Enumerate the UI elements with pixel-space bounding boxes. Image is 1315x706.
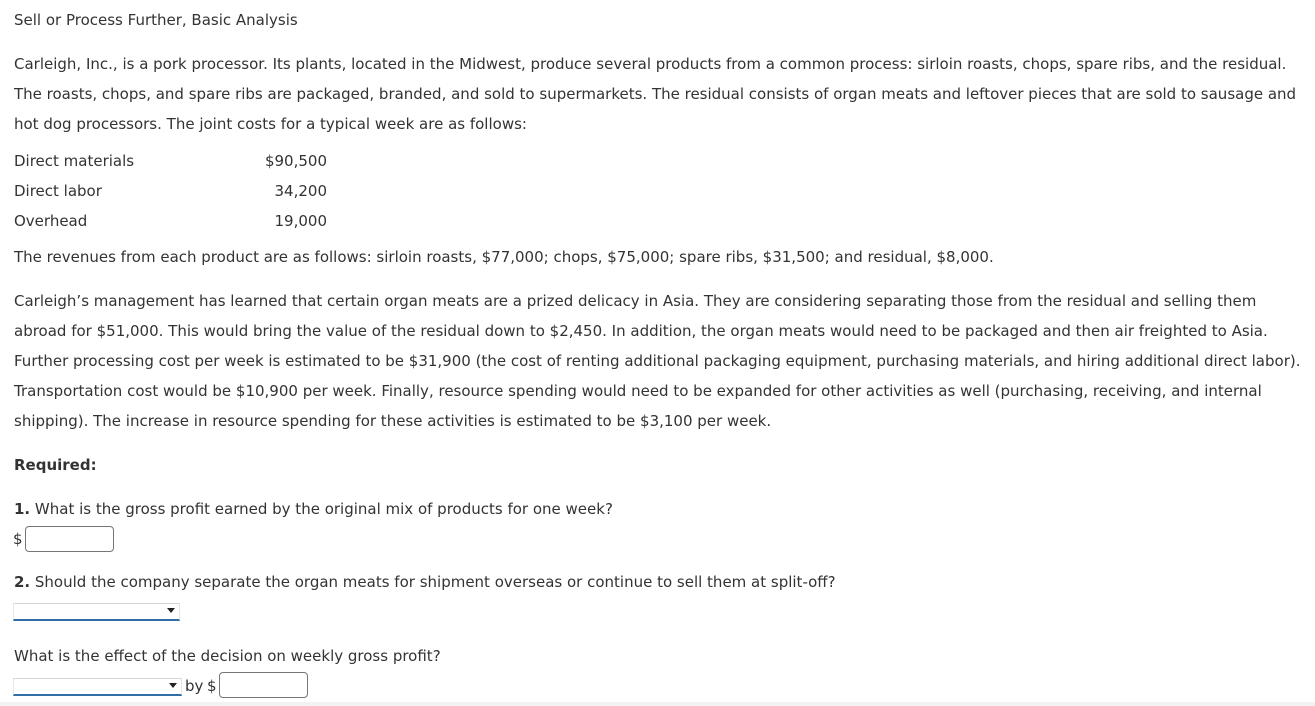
cost-value-overhead: 19,000 (274, 212, 327, 230)
page-bottom-divider (0, 702, 1315, 706)
q1-currency-symbol: $ (13, 530, 23, 548)
intro-line-2: The roasts, chops, and spare ribs are packaged, branded, and sold to supermarkets. The residual consists of organ meats and leftover pieces that are sold to sausage and (14, 85, 1297, 103)
cost-value-direct-materials: $90,500 (264, 152, 327, 170)
cost-label-direct-materials: Direct materials (14, 152, 135, 170)
asia-line-4: Transportation cost would be $10,900 per week. Finally, resource spending would need to be expanded for other activities as well (purchasing, receiving, and internal (14, 382, 1262, 400)
cost-label-overhead: Overhead (14, 212, 88, 230)
question-2-text: Should the company separate the organ meats for shipment overseas or continue to sell them at split-off? (30, 573, 836, 591)
intro-line-3: hot dog processors. The joint costs for a typical week are as follows: (14, 115, 527, 133)
problem-title: Sell or Process Further, Basic Analysis (14, 11, 298, 29)
effect-dropdown[interactable] (13, 678, 182, 696)
chevron-down-icon (169, 683, 177, 688)
question-2 (14, 573, 836, 591)
question-1 (14, 500, 613, 518)
effect-amount-input[interactable] (219, 672, 308, 698)
decision-dropdown[interactable] (13, 603, 180, 621)
by-label: by (185, 677, 204, 695)
cost-label-direct-labor: Direct labor (14, 182, 102, 200)
asia-line-2: abroad for $51,000. This would bring the value of the residual down to $2,450. In addition, the organ meats would need to be packaged and then air freighted to Asia. (14, 322, 1268, 340)
cost-value-direct-labor: 34,200 (274, 182, 327, 200)
intro-paragraph (14, 49, 1296, 139)
asia-line-1: Carleigh’s management has learned that certain organ meats are a prized delicacy in Asia. They are considering separating those from the residual and selling them (14, 292, 1257, 310)
required-heading: Required: (14, 456, 97, 474)
intro-line-1: Carleigh, Inc., is a pork processor. Its plants, located in the Midwest, produce several products from a common process: sirloin roasts, chops, spare ribs, and the residual. (14, 55, 1287, 73)
chevron-down-icon (167, 608, 175, 613)
question-1-text: What is the gross profit earned by the original mix of products for one week? (30, 500, 613, 518)
question-3-text: What is the effect of the decision on weekly gross profit? (14, 647, 441, 665)
asia-line-3: Further processing cost per week is estimated to be $31,900 (the cost of renting additional packaging equipment, purchasing materials, and hiring additional direct labor). (14, 352, 1301, 370)
gross-profit-input[interactable] (25, 526, 114, 552)
asia-line-5: shipping). The increase in resource spending for these activities is estimated to be $3,100 per week. (14, 412, 772, 430)
question-2-number: 2. (14, 573, 31, 591)
question-1-number: 1. (14, 500, 31, 518)
asia-paragraph (14, 286, 1300, 436)
revenues-paragraph: The revenues from each product are as follows: sirloin roasts, $77,000; chops, $75,000; spare ribs, $31,500; and residual, $8,000. (14, 248, 994, 266)
q3-currency-symbol: $ (207, 677, 217, 695)
